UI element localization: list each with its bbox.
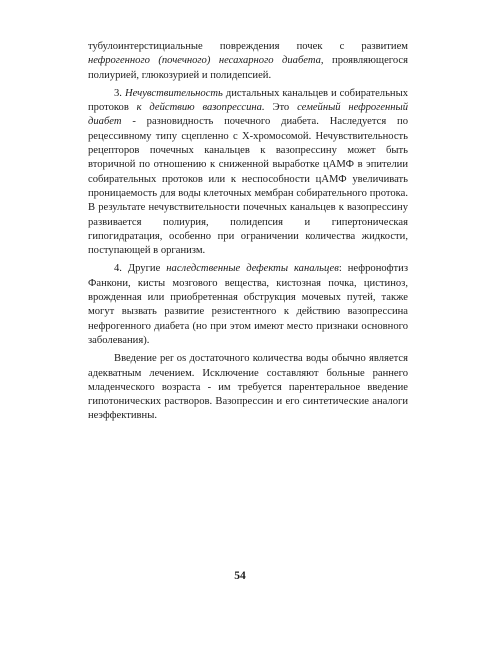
text-run: : нефронофтиз Фанкони, кисты мозгового вещества, кистозная почка, цистиноз, врожденная или приобретенная обструкция мочевых путей, также могут вызвать развитие резистентного к действию вазопрессина нефрогенного диабета (но при этом имеют место признаки основного заболевания). xyxy=(88,263,409,346)
italic-run: наследственные дефекты канальцев xyxy=(166,263,339,275)
text-run: 3. xyxy=(114,87,125,99)
paragraph-item-4 xyxy=(88,262,408,348)
text-run: тубулоинтерстициальные повреждения почек с развитием xyxy=(88,41,408,52)
italic-run: Нечувствительность xyxy=(124,87,223,99)
paragraph-continuation xyxy=(88,40,408,83)
text-run: - разновидность почечного диабета. Наследуется по рецессивному типу сцепленно с Х-хромосомой. Нечувствительность рецепторов почечных канальцев к вазопрессину может быть вторичной по отношению к сниженной выработке цАМФ в эпителии собирательных протоков или к неспособности цАМФ увеличивать проницаемость для воды клеточных мембран собирательного протока. В результате нечувствительности почечных канальцев к вазопрессину развивается полиурия, полидепсия и гипертоническая гипогидратация, особенно при ограничении количества жидкости, поступающей в организм. xyxy=(88,116,408,257)
text-run: Введение per os достаточного количества воды обычно является адекватным лечением. Исключение составляют больные раннего младенческого возраста - им требуется парентеральное введение гипотонических растворов. Вазопрессин и его синтетические аналоги неэффективны. xyxy=(88,353,408,422)
text-run: Это xyxy=(264,102,298,114)
text-run: проявляющегося полиурией, глюкозурией и полидепсией. xyxy=(88,55,408,81)
italic-run: к действию вазопрессина. xyxy=(136,102,265,114)
paragraph-item-3 xyxy=(88,87,408,259)
italic-run: семейный нефрогенный диабет xyxy=(88,102,408,128)
paragraph-treatment xyxy=(88,352,408,423)
text-run: 4. Другие xyxy=(114,263,167,275)
text-column xyxy=(88,40,408,428)
text-run: дистальных канальцев и собирательных протоков xyxy=(88,87,408,114)
italic-run: нефрогенного (почечного) несахарного диабета, xyxy=(88,55,324,67)
page-number: 54 xyxy=(234,570,246,582)
